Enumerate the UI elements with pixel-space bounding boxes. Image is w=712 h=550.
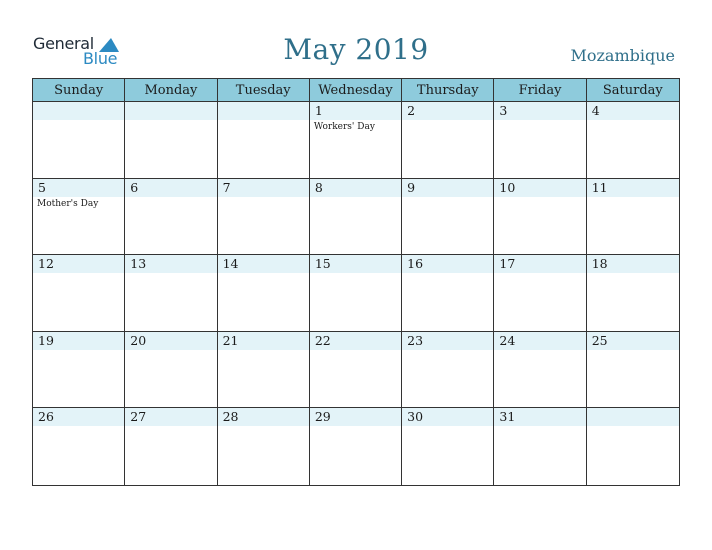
day-cell — [125, 332, 217, 409]
day-number: 24 — [499, 332, 516, 348]
day-cell — [310, 255, 402, 332]
day-number: 6 — [130, 179, 139, 195]
day-cell-band — [310, 179, 401, 197]
day-number: 5 — [38, 179, 46, 195]
day-number: 3 — [499, 103, 508, 118]
day-number: 20 — [130, 332, 147, 348]
day-number: 25 — [591, 332, 608, 348]
day-cell — [587, 408, 679, 485]
day-number: 23 — [407, 332, 424, 348]
day-cell — [218, 332, 310, 409]
country-label: Mozambique — [570, 46, 675, 65]
day-cell — [402, 408, 494, 485]
day-number: 12 — [38, 256, 54, 272]
day-cell — [587, 255, 679, 332]
day-cell-band — [494, 102, 585, 120]
day-number: 30 — [407, 409, 424, 425]
day-cell — [33, 408, 125, 485]
day-number: 19 — [38, 332, 54, 348]
day-cell — [125, 179, 217, 256]
day-cell — [310, 332, 402, 409]
day-cell — [402, 102, 494, 179]
day-cell-band — [218, 102, 309, 120]
day-cell-band — [218, 179, 309, 197]
day-cell — [494, 255, 586, 332]
day-number: 13 — [130, 256, 147, 272]
day-cell-band — [402, 102, 493, 120]
day-cell — [587, 102, 679, 179]
day-number: 15 — [314, 256, 331, 272]
weekday-header-monday: Monday — [125, 79, 217, 102]
day-number: 27 — [130, 409, 147, 425]
day-cell — [33, 255, 125, 332]
day-number: 14 — [222, 256, 239, 272]
day-cell — [33, 332, 125, 409]
day-cell-band — [125, 102, 216, 120]
holiday-label: Workers' Day — [313, 122, 375, 132]
day-cell — [218, 408, 310, 485]
day-number: 11 — [591, 179, 608, 195]
day-cell — [587, 179, 679, 256]
day-cell-band — [33, 102, 124, 120]
day-cell — [218, 255, 310, 332]
day-cell — [218, 179, 310, 256]
day-cell-band — [125, 179, 216, 197]
day-number: 8 — [314, 179, 323, 195]
weekday-header-wednesday: Wednesday — [310, 79, 402, 102]
day-number: 1 — [314, 103, 323, 118]
weekday-header-sunday: Sunday — [33, 79, 125, 102]
day-number: 28 — [222, 409, 239, 425]
logo-text-blue: Blue — [83, 49, 118, 68]
day-cell-band — [33, 179, 124, 197]
day-cell — [494, 102, 586, 179]
logo-text-general: General — [33, 34, 94, 53]
day-cell — [33, 102, 125, 179]
day-cell — [33, 179, 125, 256]
day-number: 7 — [222, 179, 231, 195]
day-number: 17 — [499, 256, 516, 272]
day-number: 16 — [407, 256, 424, 272]
day-cell — [587, 332, 679, 409]
day-number: 29 — [314, 409, 331, 425]
day-cell — [125, 408, 217, 485]
day-number: 10 — [499, 179, 516, 195]
day-number: 4 — [591, 103, 600, 118]
day-cell — [125, 102, 217, 179]
day-cell — [310, 102, 402, 179]
day-number: 2 — [407, 103, 416, 118]
day-cell — [402, 179, 494, 256]
day-cell — [218, 102, 310, 179]
day-cell — [402, 255, 494, 332]
day-number: 22 — [314, 332, 331, 348]
day-number: 31 — [499, 409, 516, 425]
weekday-header-tuesday: Tuesday — [218, 79, 310, 102]
day-cell-band — [402, 179, 493, 197]
day-cell-band — [587, 408, 679, 426]
day-cell-band — [587, 102, 679, 120]
holiday-label: Mother's Day — [37, 198, 99, 209]
weekday-header-saturday: Saturday — [587, 79, 679, 102]
day-number: 18 — [591, 256, 608, 272]
day-cell-band — [310, 102, 401, 120]
weekday-header-friday: Friday — [494, 79, 586, 102]
calendar-grid — [32, 78, 680, 486]
weekday-header-thursday: Thursday — [402, 79, 494, 102]
day-number: 21 — [222, 332, 239, 348]
day-cell — [494, 179, 586, 256]
day-cell — [310, 179, 402, 256]
day-cell — [494, 332, 586, 409]
day-cell — [310, 408, 402, 485]
day-number: 9 — [407, 179, 416, 195]
day-cell — [494, 408, 586, 485]
day-number: 26 — [38, 409, 54, 425]
day-cell — [402, 332, 494, 409]
calendar-title: May 2019 — [283, 33, 429, 66]
day-cell — [125, 255, 217, 332]
